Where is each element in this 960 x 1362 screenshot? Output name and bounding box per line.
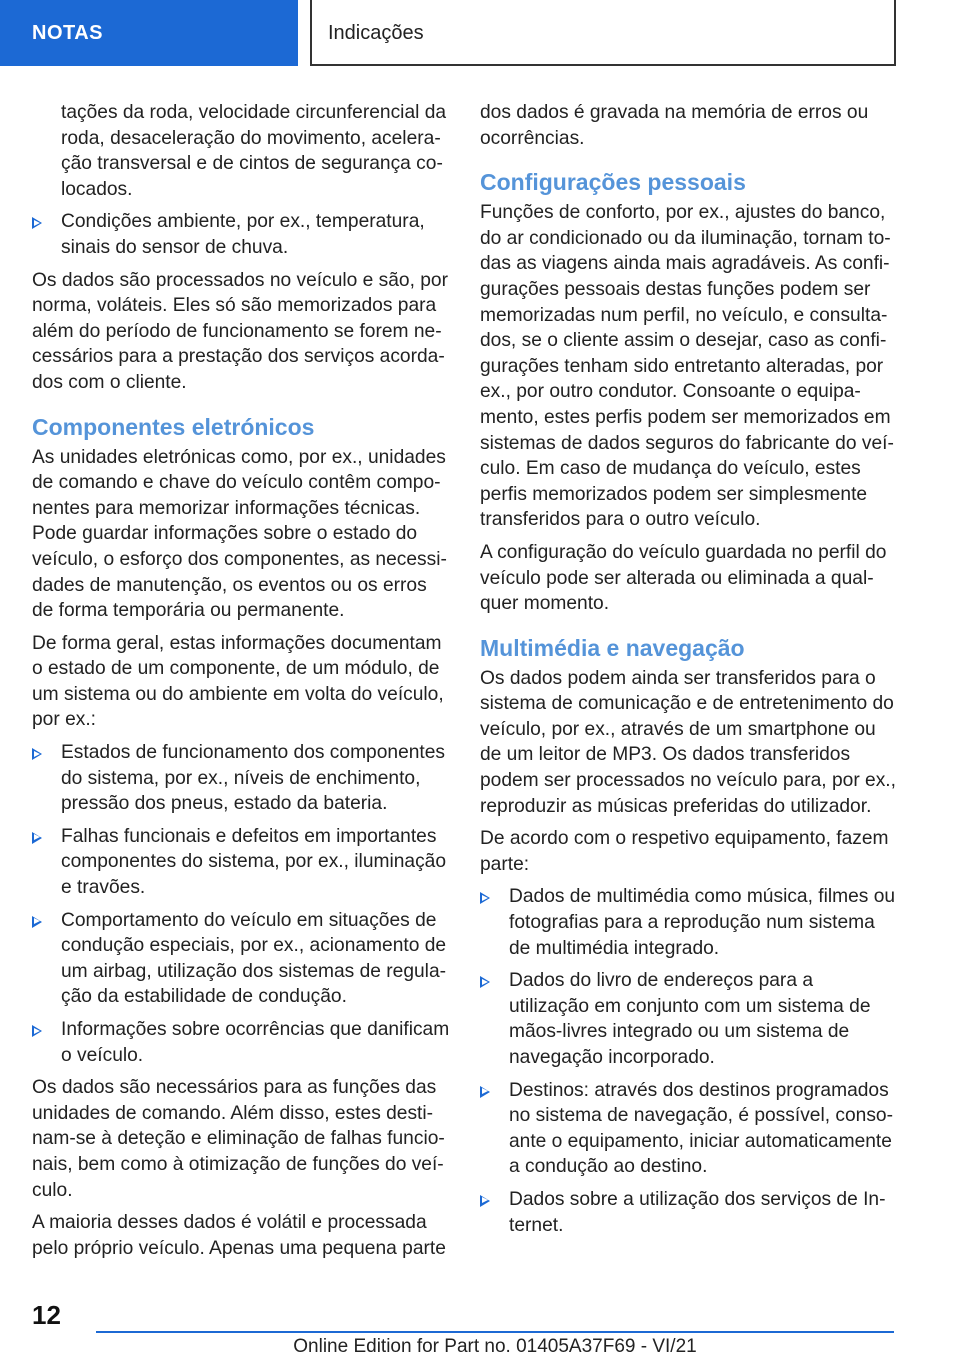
triangle-bullet-icon bbox=[480, 976, 490, 988]
page-header bbox=[0, 0, 960, 66]
section-heading: Configurações pessoais bbox=[480, 169, 746, 196]
bullet-list bbox=[32, 740, 450, 1068]
list-item-text: Condições ambiente, por ex., temperatura, sinais do sensor de chuva. bbox=[61, 211, 425, 258]
list-item-text: Comportamento do veículo em situações de condução especiais, por ex., acionamento de um airbag, utilização dos sistemas de regulação da estabilidade de condução. bbox=[61, 909, 447, 1008]
triangle-bullet-icon bbox=[32, 748, 42, 760]
triangle-bullet-icon bbox=[32, 916, 42, 928]
triangle-bullet-icon bbox=[32, 832, 42, 844]
left-column bbox=[32, 100, 450, 1268]
list-item bbox=[32, 740, 450, 817]
paragraph: De acordo com o respetivo equipamento, fazem parte: bbox=[480, 828, 889, 875]
list-item-text: Dados sobre a utilização dos serviços de Internet. bbox=[509, 1188, 886, 1236]
list-item bbox=[32, 1017, 450, 1068]
list-item-text: Falhas funcionais e defeitos em importantes componentes do sistema, por ex., iluminação e travões. bbox=[61, 825, 447, 899]
list-item-text: Estados de funcionamento dos componentes do sistema, por ex., níveis de enchimento, pressão dos pneus, estado da bateria. bbox=[61, 742, 446, 815]
list-item-text: Dados de multimédia como música, filmes ou fotografias para a reprodução num sistema de multimédia integrado. bbox=[509, 886, 896, 959]
list-item bbox=[480, 1187, 898, 1238]
footer-edition: Online Edition for Part no. 01405A37F69 - VI/21 bbox=[293, 1336, 697, 1357]
page-number: 12 bbox=[32, 1300, 61, 1330]
paragraph: De forma geral, estas informações documentam o estado de um componente, de um módulo, de um sistema ou do ambiente em volta do veículo, por ex.: bbox=[32, 632, 444, 731]
list-item bbox=[32, 908, 450, 1010]
paragraph: Funções de conforto, por ex., ajustes do banco, do ar condicionado ou da iluminação, tornam todas as viagens ainda mais agradáveis. As configurações pessoais destas funções podem ser memorizadas num perfil, no veículo, e consultados, se o cliente assim o desejar, caso as configurações tenham sido entretanto alteradas, por ex., por outro condutor. Consoante o equipamento, estes perfis podem ser memorizados em sistemas de dados seguros do fabricante do veículo. Em caso de mudança do veículo, estes perfis memorizados podem ser simplesmente transferidos para o outro veículo. bbox=[480, 202, 894, 531]
section-heading: Componentes eletrónicos bbox=[32, 413, 315, 440]
list-item bbox=[480, 1078, 898, 1180]
list-item bbox=[480, 884, 898, 961]
triangle-bullet-icon bbox=[32, 217, 42, 229]
triangle-bullet-icon bbox=[480, 892, 490, 904]
triangle-bullet-icon bbox=[480, 1195, 490, 1207]
list-item-text: Destinos: através dos destinos programados no sistema de navegação, é possível, consoante o equipamento, iniciar automaticamente a condução ao destino. bbox=[509, 1079, 893, 1178]
bullet-list bbox=[480, 884, 898, 1238]
paragraph: A maioria desses dados é volátil e processada pelo próprio veículo. Apenas uma pequena parte bbox=[32, 1212, 446, 1259]
list-item-text: Informações sobre ocorrências que danificam o veículo. bbox=[61, 1019, 450, 1066]
list-item bbox=[32, 209, 450, 260]
bullet-list bbox=[32, 209, 450, 260]
list-item bbox=[480, 968, 898, 1070]
paragraph: As unidades eletrónicas como, por ex., unidades de comando e chave do veículo contêm componentes para memorizar informações técnicas. Pode guardar informações sobre o estado do veículo, o esforço dos componentes, as necessidades de manutenção, os eventos ou os erros de forma temporária ou permanente. bbox=[32, 446, 447, 622]
paragraph: A configuração do veículo guardada no perfil do veículo pode ser alterada ou eliminada a qualquer momento. bbox=[480, 541, 887, 615]
right-column bbox=[480, 100, 898, 1245]
list-item bbox=[32, 824, 450, 901]
list-item-text: Dados do livro de endereços para a utilização em conjunto com um sistema de mãos-livres integrado ou um sistema de navegação incorporado. bbox=[509, 970, 871, 1068]
section-heading: Multimédia e navegação bbox=[480, 634, 745, 661]
triangle-bullet-icon bbox=[480, 1086, 490, 1098]
paragraph: Os dados podem ainda ser transferidos para o sistema de comunicação e de entretenimento do veículo, por ex., através de um smartphone ou de um leitor de MP3. Os dados transferidos podem ser processados no veículo para, por ex., reproduzir as músicas preferidas do utilizador. bbox=[480, 667, 896, 817]
footer-divider bbox=[96, 1331, 894, 1333]
paragraph: dos dados é gravada na memória de erros ou ocorrências. bbox=[480, 102, 869, 149]
paragraph: Os dados são processados no veículo e são, por norma, voláteis. Eles só são memorizados para além do período de funcionamento se forem necessários para a prestação dos serviços acordados com o cliente. bbox=[32, 269, 448, 393]
paragraph: Os dados são necessários para as funções das unidades de comando. Além disso, estes destinam-se à deteção e eliminação de falhas funcionais, bem como à otimização de funções do veículo. bbox=[32, 1077, 445, 1201]
paragraph: tações da roda, velocidade circunferencial da roda, desaceleração do movimento, aceleração transversal e de cintos de segurança colocados. bbox=[61, 102, 447, 200]
chapter-title: Indicações bbox=[310, 0, 896, 66]
triangle-bullet-icon bbox=[32, 1025, 42, 1037]
section-tab: NOTAS bbox=[0, 0, 298, 66]
